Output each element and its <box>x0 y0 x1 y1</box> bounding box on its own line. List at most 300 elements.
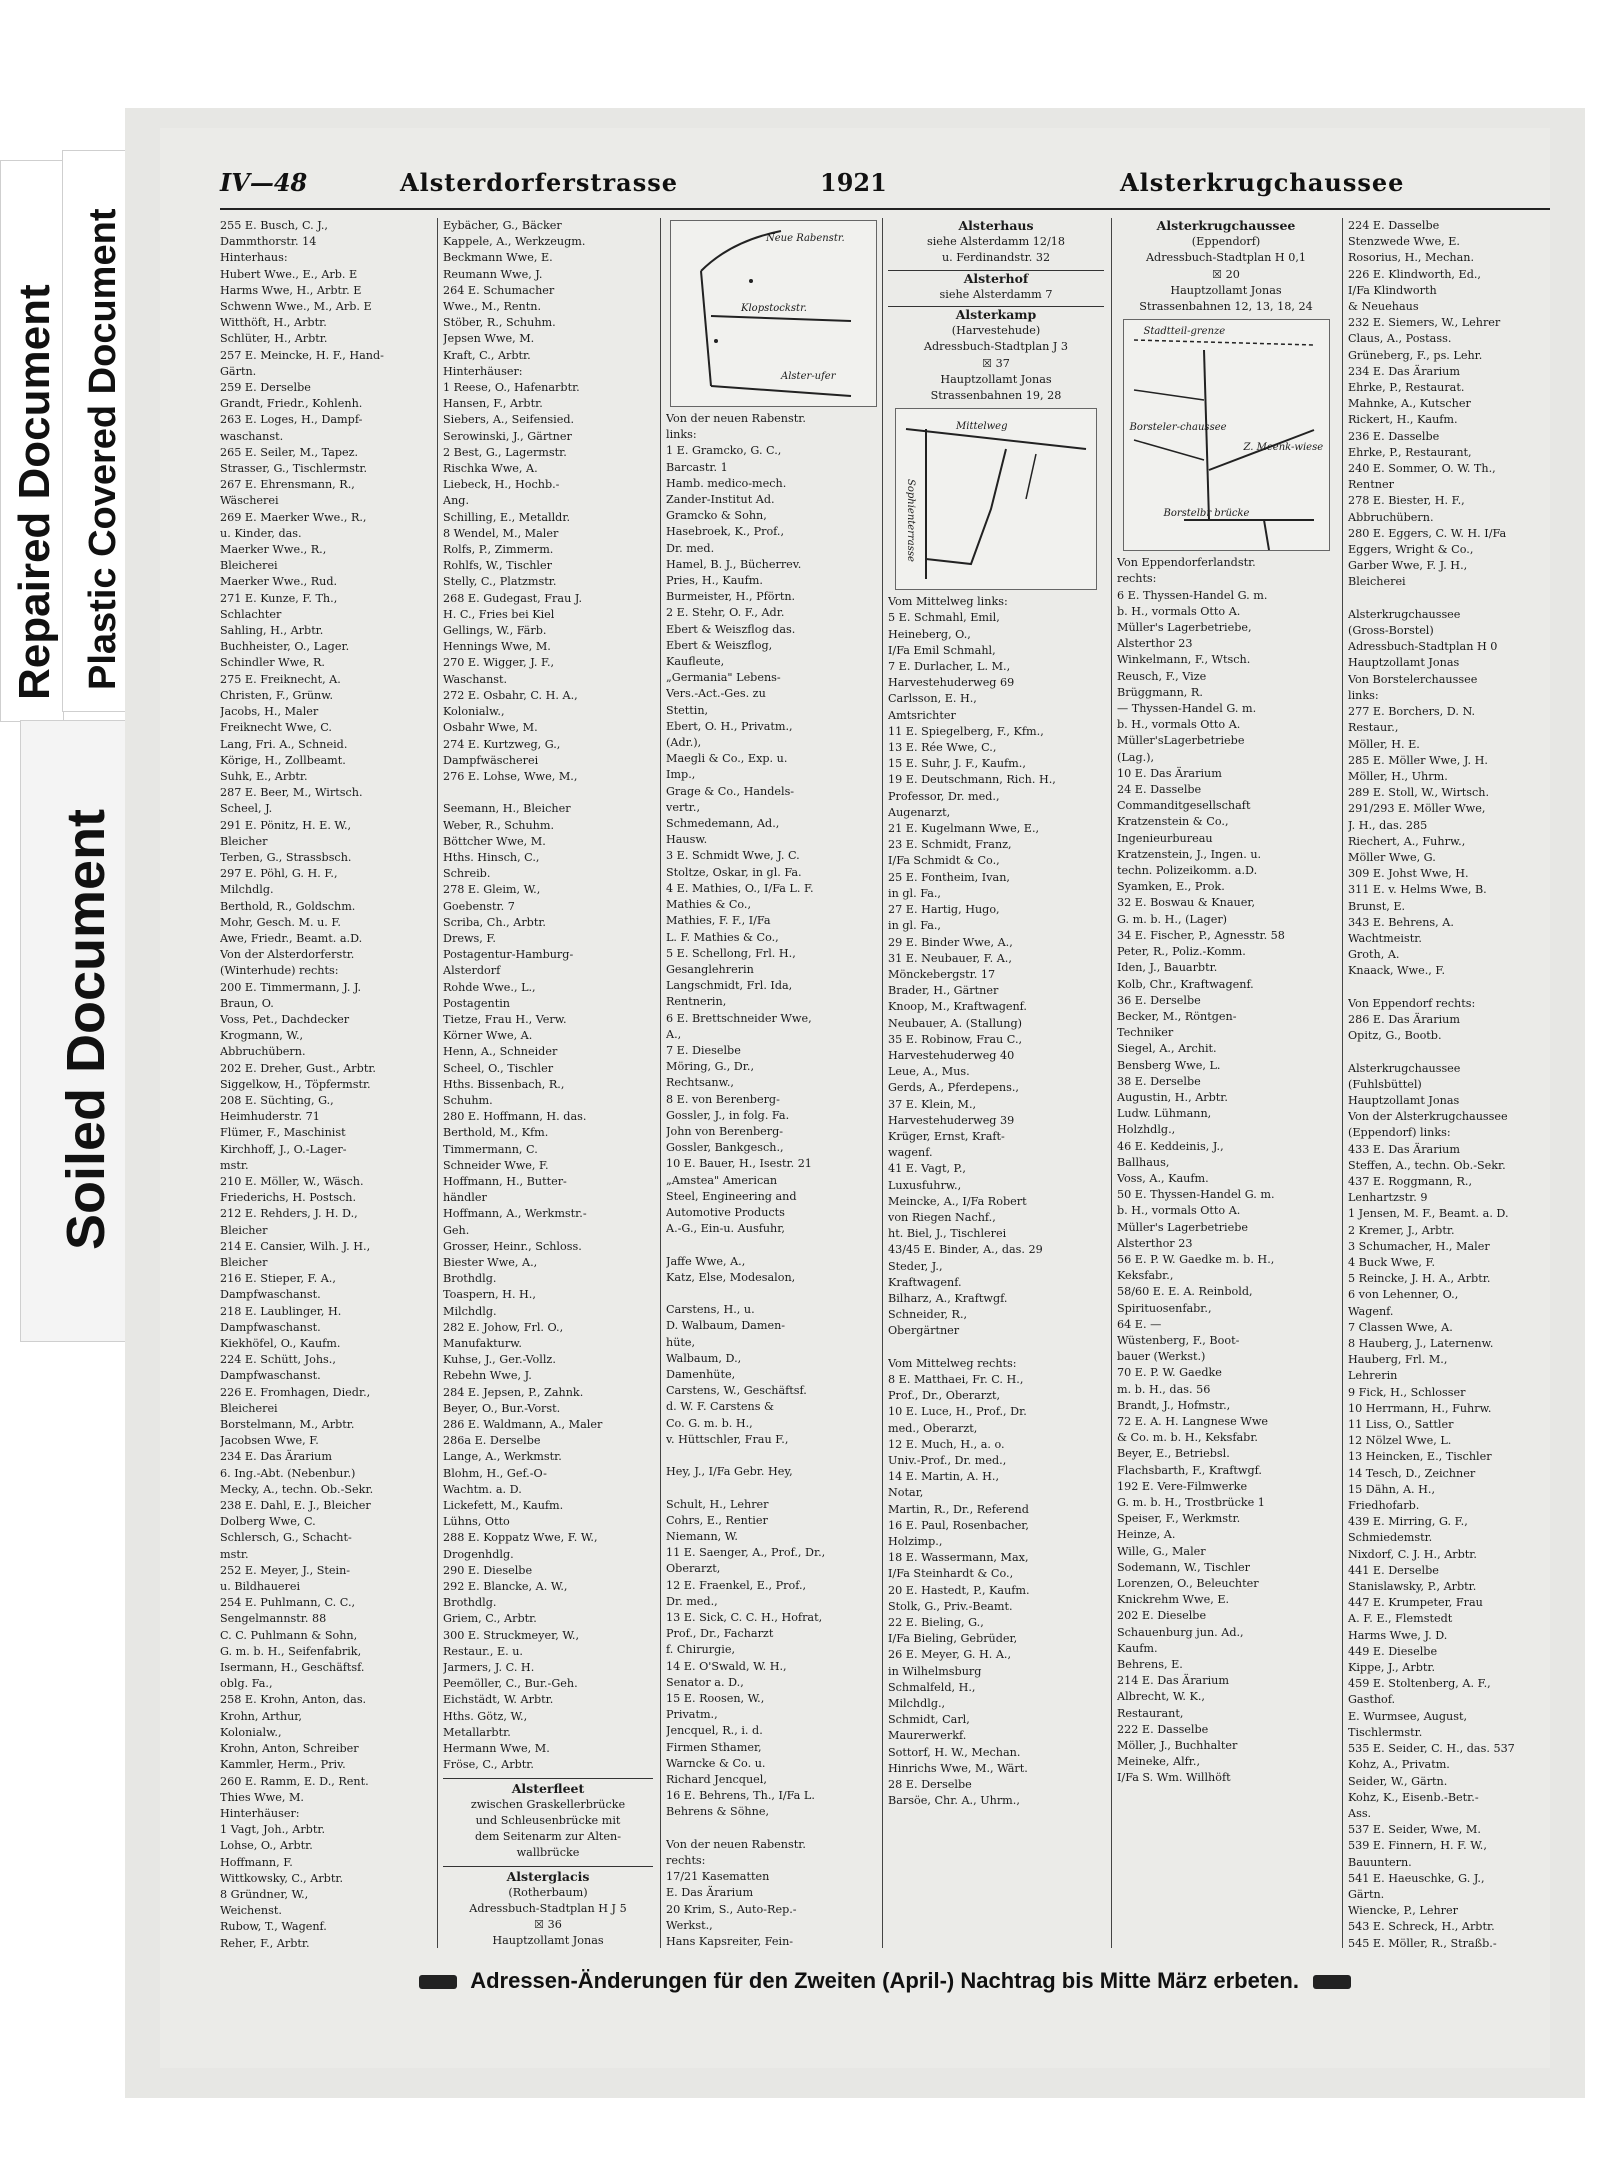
directory-entry: 8 Wendel, M., Maler <box>443 526 559 540</box>
directory-entry: links: <box>666 428 697 442</box>
directory-entry: Wwe., M., Rentn. <box>443 300 541 314</box>
directory-entry: vertr., <box>666 800 701 814</box>
directory-entry: Liebeck, H., Hochb.- <box>443 478 560 492</box>
directory-entry: Co. G. m. b. H., <box>666 1416 753 1430</box>
directory-entry: 20 Krim, S., Auto-Rep.- <box>666 1902 797 1916</box>
directory-entry: und Schleusenbrücke mit <box>475 1813 621 1827</box>
directory-entry: 8 E. von Berenberg- <box>666 1092 780 1106</box>
directory-entry: Beyer, E., Betriebsl. <box>1117 1447 1230 1461</box>
directory-entry: Siggelkow, H., Töpfermstr. <box>220 1077 371 1091</box>
directory-entry: Alsterkrugchaussee <box>1348 1061 1461 1075</box>
directory-entry: Bauuntern. <box>1348 1855 1412 1869</box>
directory-entry: Kratzenstein & Co., <box>1117 815 1229 829</box>
directory-entry: „Amstea" American <box>666 1173 778 1187</box>
directory-entry: rechts: <box>666 1854 706 1868</box>
directory-entry: Jaffe Wwe, A., <box>666 1254 746 1268</box>
directory-entry: Stöber, R., Schuhm. <box>443 316 556 330</box>
directory-entry: 236 E. Dasselbe <box>1348 429 1440 443</box>
directory-entry: Jepsen Wwe, M. <box>443 332 535 346</box>
directory-entry: Carlsson, E. H., <box>888 692 977 706</box>
directory-entry: ☒ 20 <box>1212 267 1240 281</box>
directory-entry: Ehrke, P., Restaurant, <box>1348 445 1472 459</box>
directory-entry: 292 E. Blancke, A. W., <box>443 1580 568 1594</box>
directory-entry: Beckmann Wwe, E. <box>443 251 553 265</box>
directory-entry: Scriba, Ch., Arbtr. <box>443 915 546 929</box>
directory-entry: Hoffmann, F. <box>220 1855 293 1869</box>
directory-entry: Rentnerin, <box>666 995 727 1009</box>
map-label: Borsteler-chaussee <box>1129 422 1227 434</box>
directory-entry: Gramcko & Sohn, <box>666 509 767 523</box>
directory-entry: Imp., <box>666 768 696 782</box>
directory-entry: Von Eppendorferlandstr. <box>1117 556 1256 570</box>
directory-entry: 23 E. Schmidt, Franz, <box>888 838 1012 852</box>
directory-entry: b. H., vormals Otto A. <box>1117 1204 1241 1218</box>
directory-entry: 291/293 E. Möller Wwe, <box>1348 802 1486 816</box>
directory-entry: 276 E. Lohse, Wwe, M., <box>443 769 578 783</box>
directory-entry: Restaur., <box>1348 721 1399 735</box>
directory-entry: Lickefett, M., Kaufm. <box>443 1499 564 1513</box>
directory-entry: siehe Alsterdamm 12/18 <box>926 235 1066 249</box>
alsterhaus-title: Alsterhaus <box>958 218 1034 233</box>
directory-entry: Gerds, A., Pferdepens., <box>888 1081 1019 1095</box>
directory-entry: Eggers, Wright & Co., <box>1348 543 1474 557</box>
directory-entry: 541 E. Haeuschke, G. J., <box>1348 1871 1485 1885</box>
directory-entry: Hths. Hinsch, C., <box>443 850 540 864</box>
directory-entry: Amtsrichter <box>888 708 956 722</box>
directory-entry: Ehrke, P., Restaurat. <box>1348 381 1465 395</box>
directory-entry: 34 E. Fischer, P., Agnesstr. 58 <box>1117 928 1285 942</box>
directory-entry: siehe Alsterdamm 7 <box>939 287 1053 301</box>
directory-entry: 275 E. Freiknecht, A. <box>220 672 341 686</box>
map-label: Neue Rabenstr. <box>766 233 845 244</box>
directory-entry: Schult, H., Lehrer <box>666 1497 769 1511</box>
directory-entry: 7 Classen Wwe, A. <box>1348 1320 1453 1334</box>
directory-entry: Schlersch, G., Schacht- <box>220 1531 352 1545</box>
directory-entry: waschanst. <box>220 429 284 443</box>
directory-entry: Stanislawsky, P., Arbtr. <box>1348 1580 1477 1594</box>
directory-entry: u. Ferdinandstr. 32 <box>941 251 1051 265</box>
directory-entry: Blohm, H., Gef.-O- <box>443 1466 547 1480</box>
directory-entry: Borstelmann, M., Arbtr. <box>220 1418 355 1432</box>
directory-entry: 31 E. Neubauer, F. A., <box>888 951 1012 965</box>
directory-entry: Henn, A., Schneider <box>443 1045 558 1059</box>
directory-entry: 36 E. Derselbe <box>1117 993 1201 1007</box>
directory-entry: 459 E. Stoltenberg, A. F., <box>1348 1677 1491 1691</box>
directory-entry: Oberarzt, <box>666 1562 721 1576</box>
directory-entry: Harms Wwe, J. D. <box>1348 1628 1448 1642</box>
directory-entry: 286a E. Derselbe <box>443 1434 541 1448</box>
directory-entry: links: <box>1348 688 1379 702</box>
directory-entry: E. Wurmsee, August, <box>1348 1709 1468 1723</box>
directory-entry: Stelly, C., Platzmstr. <box>443 575 557 589</box>
directory-entry: Prof., Dr., Oberarzt, <box>888 1389 1001 1403</box>
directory-entry: G. m. b. H., Trostbrücke 1 <box>1117 1496 1265 1509</box>
directory-entry: 46 E. Keddeinis, J., <box>1117 1139 1224 1153</box>
directory-entry: Burmeister, H., Pförtn. <box>666 590 796 604</box>
directory-entry: in gl. Fa., <box>888 919 941 933</box>
directory-entry: 38 E. Derselbe <box>1117 1074 1201 1088</box>
directory-entry: Rebehn Wwe, J. <box>443 1369 532 1383</box>
column-divider <box>1342 218 1343 1948</box>
alsterglacis-box <box>443 1866 653 1948</box>
directory-entry: Hausw. <box>666 833 708 847</box>
directory-entry: Alsterdorf <box>443 964 501 978</box>
directory-entry: 257 E. Meincke, H. F., Hand- <box>220 348 384 362</box>
directory-entry: 222 E. Dasselbe <box>1117 1722 1209 1736</box>
directory-entry: Rosorius, H., Mechan. <box>1348 251 1475 265</box>
map-label: Klopstockstr. <box>741 303 807 314</box>
directory-entry <box>1348 980 1553 996</box>
directory-entry: 280 E. Hoffmann, H. das. <box>443 1110 587 1124</box>
directory-entry: Wüstenberg, F., Boot- <box>1117 1333 1240 1347</box>
directory-entry: Kirchhoff, J., O.-Lager- <box>220 1142 347 1156</box>
directory-entry: Von Borstelerchaussee <box>1348 672 1478 686</box>
directory-entry: Schreib. <box>443 867 491 881</box>
directory-entry: 35 E. Robinow, Frau C., <box>888 1032 1023 1046</box>
directory-entry: Brothdlg. <box>443 1596 497 1610</box>
directory-entry: 19 E. Deutschmann, Rich. H., <box>888 773 1056 787</box>
directory-entry: Firmen Sthamer, <box>666 1740 762 1754</box>
directory-entry: Seemann, H., Bleicher <box>443 802 571 816</box>
directory-entry: 9 Fick, H., Schlosser <box>1348 1385 1466 1399</box>
directory-entry: Kuhse, J., Ger.-Vollz. <box>443 1353 556 1367</box>
directory-entry: Griem, C., Arbtr. <box>443 1612 537 1626</box>
directory-entry: m. b. H., das. 56 <box>1117 1382 1211 1396</box>
alsterfleet-box <box>443 1778 653 1862</box>
directory-entry: Drews, F. <box>443 931 496 945</box>
directory-entry: Obergärtner <box>888 1324 960 1338</box>
directory-entry: 72 E. A. H. Langnese Wwe <box>1117 1414 1269 1428</box>
directory-entry: Seider, W., Gärtn. <box>1348 1774 1448 1788</box>
directory-entry: 2 Best, G., Lagermstr. <box>443 445 567 459</box>
map-rabenstrasse <box>670 220 877 407</box>
alsterglacis-title: Alsterglacis <box>506 1868 590 1884</box>
directory-entry: Von Eppendorf rechts: <box>1348 996 1476 1010</box>
map-mittelweg-drawing <box>896 409 1096 589</box>
directory-entry: Hoffmann, H., Butter- <box>443 1174 567 1188</box>
directory-entry: 288 E. Koppatz Wwe, F. W., <box>443 1531 598 1545</box>
directory-entry: Strassenbahnen 19, 28 <box>930 389 1062 403</box>
directory-entry: 21 E. Kugelmann Wwe, E., <box>888 822 1040 836</box>
directory-entry: Weichenst. <box>220 1904 282 1918</box>
directory-entry: Friederichs, H. Postsch. <box>220 1191 357 1205</box>
plastic-covered-label: Plastic Covered Document <box>82 208 124 690</box>
directory-entry: oblg. Fa., <box>220 1677 273 1691</box>
directory-entry: Steel, Engineering and <box>666 1189 797 1203</box>
directory-entry: Wagenf. <box>1348 1304 1394 1318</box>
directory-entry: 6 E. Brettschneider Wwe, <box>666 1011 812 1025</box>
repaired-document-label: Repaired Document <box>10 284 59 700</box>
directory-entry: Garber Wwe, F. J. H., <box>1348 559 1468 573</box>
directory-entry: Alsterkrugchaussee <box>1348 607 1461 621</box>
directory-entry: Walbaum, D., <box>666 1351 742 1365</box>
directory-entry: 269 E. Maerker Wwe., R., <box>220 510 367 524</box>
directory-entry: Strassenbahnen 12, 13, 18, 24 <box>1139 300 1313 314</box>
directory-entry: Kolb, Chr., Kraftwagenf. <box>1117 977 1254 991</box>
directory-entry: Schilling, E., Metalldr. <box>443 510 570 524</box>
directory-entry: Witthöft, H., Arbtr. <box>220 316 327 330</box>
directory-entry: 238 E. Dahl, E. J., Bleicher <box>220 1499 371 1513</box>
street-left-title: Alsterdorferstrasse <box>400 168 679 197</box>
directory-entry: 29 E. Binder Wwe, A., <box>888 935 1013 949</box>
directory-entry: Brader, H., Gärtner <box>888 984 999 998</box>
directory-entry: 6 E. Thyssen-Handel G. m. <box>1117 588 1268 602</box>
directory-entry: 272 E. Osbahr, C. H. A., <box>443 688 578 702</box>
directory-entry: 70 E. P. W. Gaedke <box>1117 1366 1222 1380</box>
directory-entry: Jarmers, J. C. H. <box>443 1661 535 1675</box>
directory-entry: Iden, J., Bauarbtr. <box>1117 961 1218 975</box>
directory-entry: 5 E. Schmahl, Emil, <box>888 611 1000 625</box>
directory-entry: Beyer, O., Bur.-Vorst. <box>443 1401 561 1415</box>
directory-entry: 1 E. Gramcko, G. C., <box>666 444 782 458</box>
directory-entry: Professor, Dr. med., <box>888 789 1000 803</box>
directory-entry: Gellings, W., Färb. <box>443 624 547 638</box>
directory-entry: 232 E. Siemers, W., Lehrer <box>1348 316 1501 330</box>
directory-entry: 12 E. Much, H., a. o. <box>888 1437 1005 1451</box>
directory-entry: Brüggmann, R. <box>1117 685 1203 699</box>
directory-entry: Toaspern, H. H., <box>443 1288 536 1302</box>
directory-entry: ☒ 37 <box>982 356 1010 370</box>
directory-entry: Maegli & Co., Exp. u. <box>666 752 788 766</box>
directory-entry: Pries, H., Kaufm. <box>666 574 763 588</box>
directory-entry: Metallarbtr. <box>443 1725 511 1739</box>
directory-entry: 439 E. Mirring, G. F., <box>1348 1515 1468 1529</box>
directory-entry: bauer (Werkst.) <box>1117 1350 1206 1364</box>
map-label: Z. Meenk-wiese <box>1243 442 1324 454</box>
directory-entry: dem Seitenarm zur Alten- <box>474 1830 622 1844</box>
directory-entry: Gärtn. <box>220 364 257 378</box>
directory-entry: Schwenn Wwe., M., Arb. E <box>220 300 372 314</box>
directory-entry: Hauptzollamt Jonas <box>492 1934 604 1948</box>
directory-entry: Restaurant, <box>1117 1706 1184 1720</box>
directory-entry: Voss, Pet., Dachdecker <box>220 1012 350 1026</box>
directory-entry: H. C., Fries bei Kiel <box>443 607 555 621</box>
soiled-document-label: Soiled Document <box>56 808 116 1250</box>
directory-entry: I/Fa S. Wm. Willhöft <box>1117 1771 1231 1785</box>
directory-entry <box>443 785 653 801</box>
directory-entry: Peemöller, C., Bur.-Geh. <box>443 1677 578 1691</box>
directory-entry: Adressbuch-Stadtplan H J 5 <box>469 1901 627 1915</box>
directory-entry: Rischka Wwe, A. <box>443 462 538 476</box>
directory-entry: (Winterhude) rechts: <box>220 964 339 978</box>
directory-entry: Rentner <box>1348 478 1394 492</box>
map-label: Stadtteil-grenze <box>1143 326 1226 338</box>
directory-entry: Kammler, Herm., Priv. <box>220 1758 346 1772</box>
directory-entry: Dammthorstr. 14 <box>220 235 317 249</box>
directory-entry: Tischlermstr. <box>1348 1725 1423 1739</box>
directory-entry: Augenarzt, <box>888 805 951 819</box>
directory-entry: 214 E. Das Ärarium <box>1117 1674 1229 1688</box>
directory-entry: Terben, G., Strassbsch. <box>220 850 352 864</box>
directory-entry: Sodemann, W., Tischler <box>1117 1560 1250 1574</box>
directory-entry: Ebert & Weiszflog, <box>666 638 773 652</box>
directory-entry: Adressbuch-Stadtplan H 0 <box>1348 640 1498 654</box>
directory-entry: Hamel, B. J., Bücherrev. <box>666 557 802 571</box>
directory-entry: Hths. Bissenbach, R., <box>443 1077 565 1091</box>
directory-entry: 274 E. Kurtzweg, G., <box>443 737 561 751</box>
directory-entry: 1 Reese, O., Hafenarbtr. <box>443 381 580 395</box>
directory-entry: händler <box>443 1191 487 1205</box>
directory-entry: hüte, <box>666 1335 696 1349</box>
directory-entry: Brunst, E. <box>1348 899 1406 913</box>
directory-entry <box>1348 1044 1553 1060</box>
column-divider <box>1111 218 1112 1948</box>
directory-entry: 311 E. v. Helms Wwe, B. <box>1348 883 1487 897</box>
directory-entry: J. H., das. 285 <box>1348 818 1428 832</box>
directory-entry <box>666 1480 876 1496</box>
page-header <box>220 168 1550 208</box>
directory-entry: mstr. <box>220 1158 249 1172</box>
directory-entry: 37 E. Klein, M., <box>888 1097 977 1111</box>
directory-entry: Kaufm. <box>1117 1641 1158 1655</box>
directory-entry: Ebert, O. H., Privatm., <box>666 719 793 733</box>
directory-entry: Niemann, W. <box>666 1530 738 1544</box>
directory-entry: f. Chirurgie, <box>666 1643 736 1657</box>
directory-entry: Notar, <box>888 1486 924 1500</box>
directory-entry: 212 E. Rehders, J. H. D., <box>220 1207 358 1221</box>
directory-entry: Neubauer, A. (Stallung) <box>888 1016 1022 1030</box>
directory-entry: Kaufleute, <box>666 655 725 669</box>
directory-entry: Hths. Götz, W., <box>443 1709 528 1723</box>
directory-entry: Schmalfeld, H., <box>888 1680 976 1694</box>
column-divider <box>660 218 661 1948</box>
directory-entry: Holzimp., <box>888 1535 943 1549</box>
directory-entry: G. m. b. H., Seifenfabrik, <box>220 1644 362 1658</box>
directory-entry: Dampfwaschanst. <box>220 1369 321 1383</box>
directory-entry: 537 E. Seider, Wwe, M. <box>1348 1823 1481 1837</box>
directory-entry: Geh. <box>443 1223 470 1237</box>
directory-entry: Stoltze, Oskar, in gl. Fa. <box>666 865 802 879</box>
directory-entry <box>666 1237 876 1253</box>
directory-entry: Reher, F., Arbtr. <box>220 1936 310 1948</box>
directory-entry: Meineke, Alfr., <box>1117 1755 1201 1769</box>
directory-entry: Bleicher <box>220 1223 268 1237</box>
directory-entry: von Riegen Nachf., <box>888 1210 996 1224</box>
street-right-title: Alsterkrugchaussee <box>1120 168 1405 197</box>
directory-entry: I/Fa Klindworth <box>1348 283 1437 297</box>
directory-entry: Winkelmann, F., Wtsch. <box>1117 653 1251 667</box>
directory-entry: I/Fa Bieling, Gebrüder, <box>888 1632 1018 1646</box>
page-body <box>160 128 1550 2068</box>
directory-entry: 5 E. Schellong, Frl. H., <box>666 946 796 960</box>
directory-entry: Möller Wwe, G. <box>1348 850 1436 864</box>
directory-entry: Wiencke, P., Lehrer <box>1348 1904 1458 1918</box>
directory-entry: Müller's Lagerbetriebe, <box>1117 621 1252 635</box>
directory-entry: 3 Schumacher, H., Maler <box>1348 1239 1490 1253</box>
directory-entry: 64 E. — <box>1117 1317 1162 1331</box>
directory-entry: Dampfwäscherei <box>443 753 539 767</box>
directory-entry: Becker, M., Röntgen- <box>1117 1009 1237 1023</box>
directory-entry: 26 E. Meyer, G. H. A., <box>888 1648 1012 1662</box>
directory-entry: Berthold, M., Kfm. <box>443 1126 549 1140</box>
directory-entry: Knoop, M., Kraftwagenf. <box>888 1000 1027 1014</box>
directory-entry: 8 E. Matthaei, Fr. C. H., <box>888 1372 1024 1386</box>
directory-entry: Vom Mittelweg rechts: <box>888 1356 1017 1370</box>
directory-entry: 2 E. Stehr, O. F., Adr. <box>666 606 785 620</box>
directory-entry: 224 E. Schütt, Johs., <box>220 1353 336 1367</box>
directory-entry: Manufakturw. <box>443 1337 522 1351</box>
directory-entry: 1 Vagt, Joh., Arbtr. <box>220 1823 326 1837</box>
directory-entry: Ballhaus, <box>1117 1155 1170 1169</box>
directory-entry: 4 E. Mathies, O., I/Fa L. F. <box>666 881 814 895</box>
directory-entry: 202 E. Dieselbe <box>1117 1609 1207 1623</box>
directory-entry: Eichstädt, W. Arbtr. <box>443 1693 554 1707</box>
directory-entry: Barsöe, Chr. A., Uhrm., <box>888 1794 1020 1808</box>
directory-entry: Postagentin <box>443 996 510 1010</box>
directory-entry: 27 E. Hartig, Hugo, <box>888 903 1000 917</box>
directory-entry: Gärtn. <box>1348 1887 1385 1901</box>
directory-entry: & Neuehaus <box>1348 300 1419 314</box>
directory-entry: A. F. E., Flemstedt <box>1348 1612 1453 1626</box>
directory-entry: 297 E. Pöhl, G. H. F., <box>220 867 338 881</box>
directory-entry: Schneider Wwe, F. <box>443 1158 549 1172</box>
directory-entry: 17/21 Kasematten <box>666 1870 770 1884</box>
directory-entry: 278 E. Gleim, W., <box>443 883 541 897</box>
directory-entry: techn. Polizeikomm. a.D. <box>1117 864 1258 878</box>
directory-entry: Hauptzollamt Jonas <box>1348 656 1460 670</box>
directory-entry: 271 E. Kunze, F. Th., <box>220 591 338 605</box>
directory-entry: Albrecht, W. K., <box>1117 1690 1205 1704</box>
directory-entry: 267 E. Ehrensmann, R., <box>220 478 355 492</box>
directory-entry: Wachtmeistr. <box>1348 931 1422 945</box>
directory-entry: 24 E. Dasselbe <box>1117 783 1202 797</box>
directory-entry: Schuhm. <box>443 1093 493 1107</box>
directory-entry: Dolberg Wwe, C. <box>220 1515 316 1529</box>
directory-entry: Lange, A., Werkmstr. <box>443 1450 562 1464</box>
directory-entry: 7 E. Durlacher, L. M., <box>888 660 1011 674</box>
directory-entry: — Thyssen-Handel G. m. <box>1117 702 1257 716</box>
directory-entry: b. H., vormals Otto A. <box>1117 718 1241 732</box>
directory-entry: 285 E. Möller Wwe, J. H. <box>1348 753 1488 767</box>
directory-entry: Hubert Wwe., E., Arb. E <box>220 267 358 281</box>
directory-entry: Bleicherei <box>1348 575 1406 589</box>
directory-entry <box>666 1286 876 1302</box>
directory-entry: & Co. m. b. H., Keksfabr. <box>1117 1431 1258 1445</box>
directory-entry: Steffen, A., techn. Ob.-Sekr. <box>1348 1158 1506 1172</box>
alsterkrugchaussee-eppendorf-title: Alsterkrugchaussee <box>1156 218 1296 233</box>
directory-entry: Langschmidt, Frl. Ida, <box>666 979 793 993</box>
directory-entry: Kratzenstein, J., Ingen. u. <box>1117 847 1262 861</box>
directory-entry: Fröse, C., Arbtr. <box>443 1758 534 1772</box>
directory-entry: Peter, R., Poliz.-Komm. <box>1117 945 1246 959</box>
directory-entry: 10 Herrmann, H., Fuhrw. <box>1348 1401 1492 1415</box>
directory-entry: Möller, H. E. <box>1348 737 1420 751</box>
directory-entry: u. Bildhauerei <box>220 1580 301 1594</box>
directory-entry: Bleicher <box>220 834 268 848</box>
directory-entry: Milchdlg. <box>220 883 274 897</box>
directory-entry: Behrens, E. <box>1117 1658 1183 1672</box>
directory-entry: 18 E. Wassermann, Max, <box>888 1551 1029 1565</box>
directory-entry: Rohlfs, W., Tischler <box>443 559 552 573</box>
directory-entry: Rickert, H., Kaufm. <box>1348 413 1458 427</box>
directory-entry: Hans Kapsreiter, Fein- <box>666 1935 794 1948</box>
directory-entry: Dr. med. <box>666 541 715 555</box>
directory-entry: 291 E. Pönitz, H. E. W., <box>220 818 352 832</box>
directory-entry: Sottorf, H. W., Mechan. <box>888 1745 1021 1759</box>
directory-entry: Privatm., <box>666 1708 718 1722</box>
directory-entry: Schmiedemstr. <box>1348 1531 1433 1545</box>
directory-entry: Stolk, G., Priv.-Beamt. <box>888 1599 1013 1613</box>
directory-entry: Müller's Lagerbetriebe <box>1117 1220 1248 1234</box>
directory-entry: 14 Tesch, D., Zeichner <box>1348 1466 1476 1480</box>
directory-entry: Krohn, Arthur, <box>220 1709 302 1723</box>
directory-entry: Schmidt, Carl, <box>888 1713 970 1727</box>
directory-entry: Grüneberg, F., ps. Lehr. <box>1348 348 1483 362</box>
directory-entry: (Harvestehude) <box>951 324 1041 338</box>
directory-entry: A.-G., Ein-u. Ausfuhr, <box>666 1222 785 1236</box>
directory-entry: 41 E. Vagt, P., <box>888 1162 966 1176</box>
directory-entry: Milchdlg. <box>443 1304 497 1318</box>
